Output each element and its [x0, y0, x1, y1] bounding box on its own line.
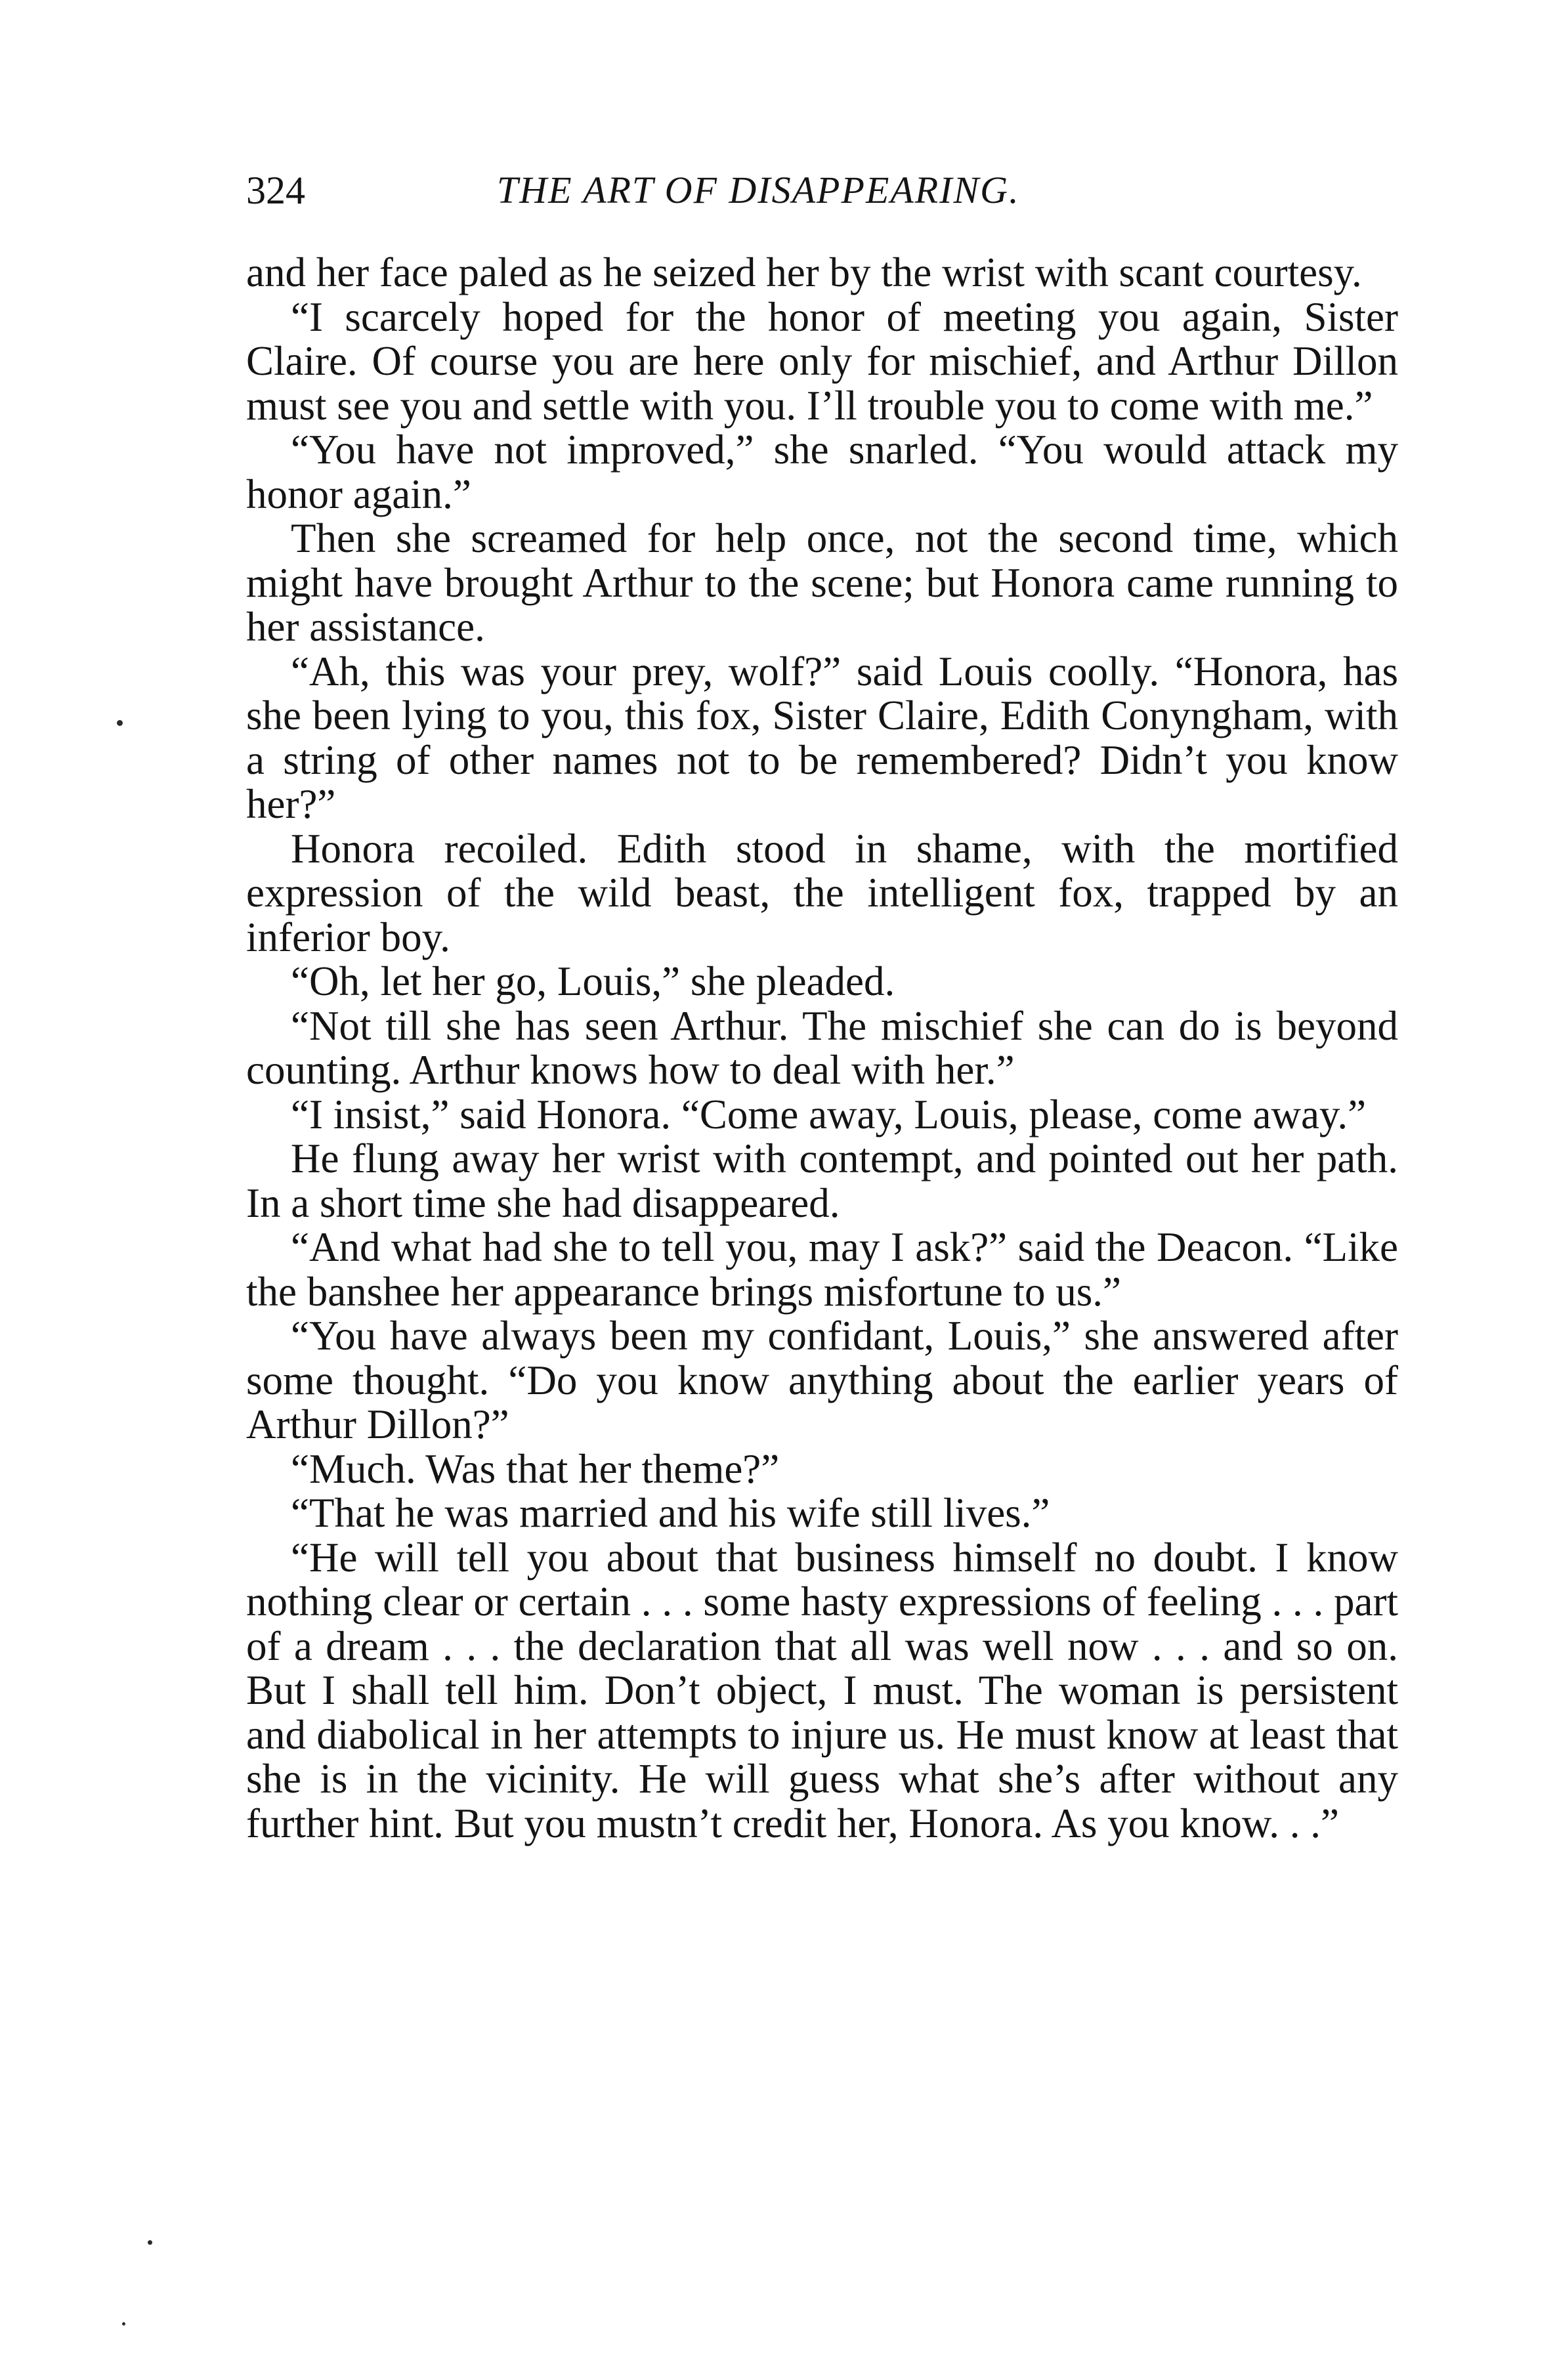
paragraph: “That he was married and his wife still lives.”	[291, 1490, 1050, 1536]
paragraph: “Not till she has seen Arthur. The mischief she can do is beyond counting. Arthur knows how to deal with her.”	[246, 1002, 1398, 1093]
ink-speck	[148, 2240, 152, 2245]
running-title: THE ART OF DISAPPEARING.	[497, 169, 1020, 211]
ink-speck	[122, 2322, 125, 2326]
paragraph: “I scarcely hoped for the honor of meeting you again, Sister Claire. Of course you are here only for mischief, and Arthur Dillon must see you and settle with you. I’ll trouble you to come with me.”	[246, 293, 1398, 429]
body-text	[246, 251, 1398, 1846]
paragraph: Honora recoiled. Edith stood in shame, with the mortified expression of the wild beast, the intelligent fox, trapped by an inferior boy.	[246, 825, 1398, 960]
paragraph: He flung away her wrist with contempt, and pointed out her path. In a short time she had disappeared.	[246, 1136, 1398, 1226]
paragraph: “Oh, let her go, Louis,” she pleaded.	[291, 958, 895, 1004]
paragraph: “Ah, this was your prey, wolf?” said Louis coolly. “Honora, has she been lying to you, this fox, Sister Claire, Edith Conyngham, with a string of other names not to be remembered? Didn’t you know her?”	[246, 648, 1398, 827]
paragraph: “You have always been my confidant, Louis,” she answered after some thought. “Do you know anything about the earlier years of Arthur Dillon?”	[246, 1313, 1398, 1447]
paragraph: “I insist,” said Honora. “Come away, Louis, please, come away.”	[291, 1091, 1367, 1137]
page-number: 324	[246, 169, 305, 212]
ink-speck	[117, 720, 123, 726]
paragraph: “You have not improved,” she snarled. “You would attack my honor again.”	[246, 427, 1398, 517]
paragraph: “And what had she to tell you, may I ask?” said the Deacon. “Like the banshee her appearance brings misfortune to us.”	[246, 1224, 1398, 1315]
paragraph: Then she screamed for help once, not the second time, which might have brought Arthur to the scene; but Honora came running to her assistance.	[246, 515, 1398, 650]
paragraph: “He will tell you about that business himself no doubt. I know nothing clear or certain . . . some hasty expressions of feeling . . . part of a dream . . . the declaration that all was well now . . . and so on. But I shall tell him. Don’t object, I must. The woman is persistent and diabolical in her attempts to injure us. He must know at least that she is in the vicinity. He will guess what she’s after without any further hint. But you mustn’t credit her, Honora. As you know. . .”	[246, 1534, 1398, 1846]
running-header	[246, 164, 1382, 217]
paragraph-continued: and her face paled as he seized her by the wrist with scant courtesy.	[246, 249, 1362, 295]
paragraph: “Much. Was that her theme?”	[291, 1445, 780, 1492]
